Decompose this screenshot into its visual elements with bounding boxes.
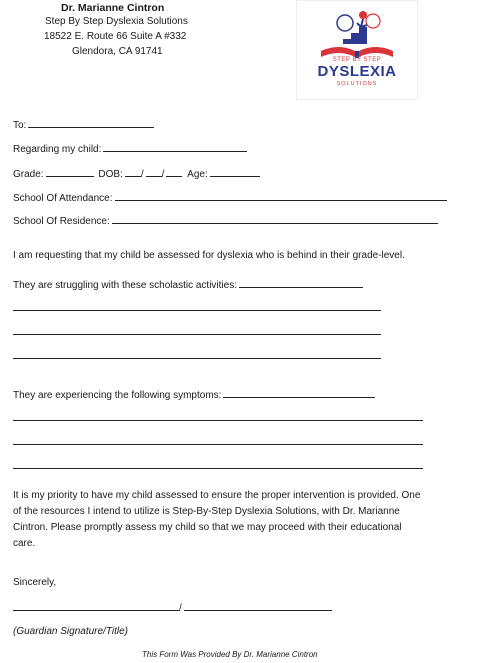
address-line-1: 18522 E. Route 66 Suite A #332	[44, 31, 187, 42]
struggling-row	[13, 277, 363, 291]
regarding-field	[13, 141, 247, 155]
struggling-line-1[interactable]	[13, 310, 381, 311]
to-label: To:	[13, 120, 27, 131]
symptoms-line-2[interactable]	[13, 444, 423, 445]
struggling-input-line[interactable]	[239, 277, 363, 288]
school-attendance-field	[13, 190, 447, 204]
regarding-input-line[interactable]	[103, 141, 247, 152]
school-residence-field	[13, 213, 438, 227]
dob-year-line[interactable]	[166, 166, 182, 177]
logo-main-text: DYSLEXIA	[317, 63, 397, 80]
struggling-label: They are struggling with these scholastic activities:	[13, 280, 237, 291]
symptoms-line-1[interactable]	[13, 420, 423, 421]
logo-top-text: STEP BY STEP	[332, 57, 382, 63]
school-residence-input-line[interactable]	[112, 213, 438, 224]
logo-bottom-text: SOLUTIONS	[336, 81, 378, 87]
doctor-name: Dr. Marianne Cintron	[61, 2, 165, 14]
grade-dob-age-row	[13, 166, 260, 180]
age-label: Age:	[187, 169, 208, 180]
symptoms-row	[13, 387, 375, 401]
to-field	[13, 117, 154, 131]
org-name: Step By Step Dyslexia Solutions	[45, 16, 188, 27]
dob-label: DOB:	[98, 169, 123, 180]
grade-label: Grade:	[13, 169, 44, 180]
school-attendance-label: School Of Attendance:	[13, 193, 113, 204]
title-input-line[interactable]	[184, 600, 332, 611]
age-input-line[interactable]	[210, 166, 260, 177]
school-attendance-input-line[interactable]	[115, 190, 447, 201]
regarding-label: Regarding my child:	[13, 144, 102, 155]
struggling-line-2[interactable]	[13, 334, 381, 335]
symptoms-line-3[interactable]	[13, 468, 423, 469]
sincerely: Sincerely,	[13, 577, 57, 588]
dob-slash-1: /	[140, 169, 144, 180]
dyslexia-logo	[296, 0, 418, 100]
footer-note: This Form Was Provided By Dr. Marianne Cintron	[142, 650, 318, 659]
priority-line-4: care.	[13, 538, 36, 549]
dob-day-line[interactable]	[146, 166, 162, 177]
dob-month-line[interactable]	[125, 166, 141, 177]
struggling-line-3[interactable]	[13, 358, 381, 359]
school-residence-label: School Of Residence:	[13, 216, 110, 227]
priority-line-2: of the resources I intend to utilize is Step-By-Step Dyslexia Solutions, with Dr. Marianne	[13, 506, 400, 517]
to-input-line[interactable]	[28, 117, 154, 128]
signature-slash: /	[179, 603, 182, 614]
signature-row	[13, 600, 332, 614]
grade-input-line[interactable]	[46, 166, 94, 177]
dob-slash-2: /	[161, 169, 165, 180]
signature-label: (Guardian Signature/Title)	[13, 626, 128, 637]
signature-input-line[interactable]	[13, 600, 179, 611]
priority-line-1: It is my priority to have my child assessed to ensure the proper intervention is provided. One	[13, 490, 421, 501]
symptoms-label: They are experiencing the following symptoms:	[13, 390, 222, 401]
symptoms-input-line[interactable]	[223, 387, 375, 398]
address-line-2: Glendora, CA 91741	[72, 46, 163, 57]
priority-line-3: Cintron. Please promptly assess my child so that we may proceed with their educational	[13, 522, 402, 533]
request-text: I am requesting that my child be assessed for dyslexia who is behind in their grade-level.	[13, 250, 405, 261]
